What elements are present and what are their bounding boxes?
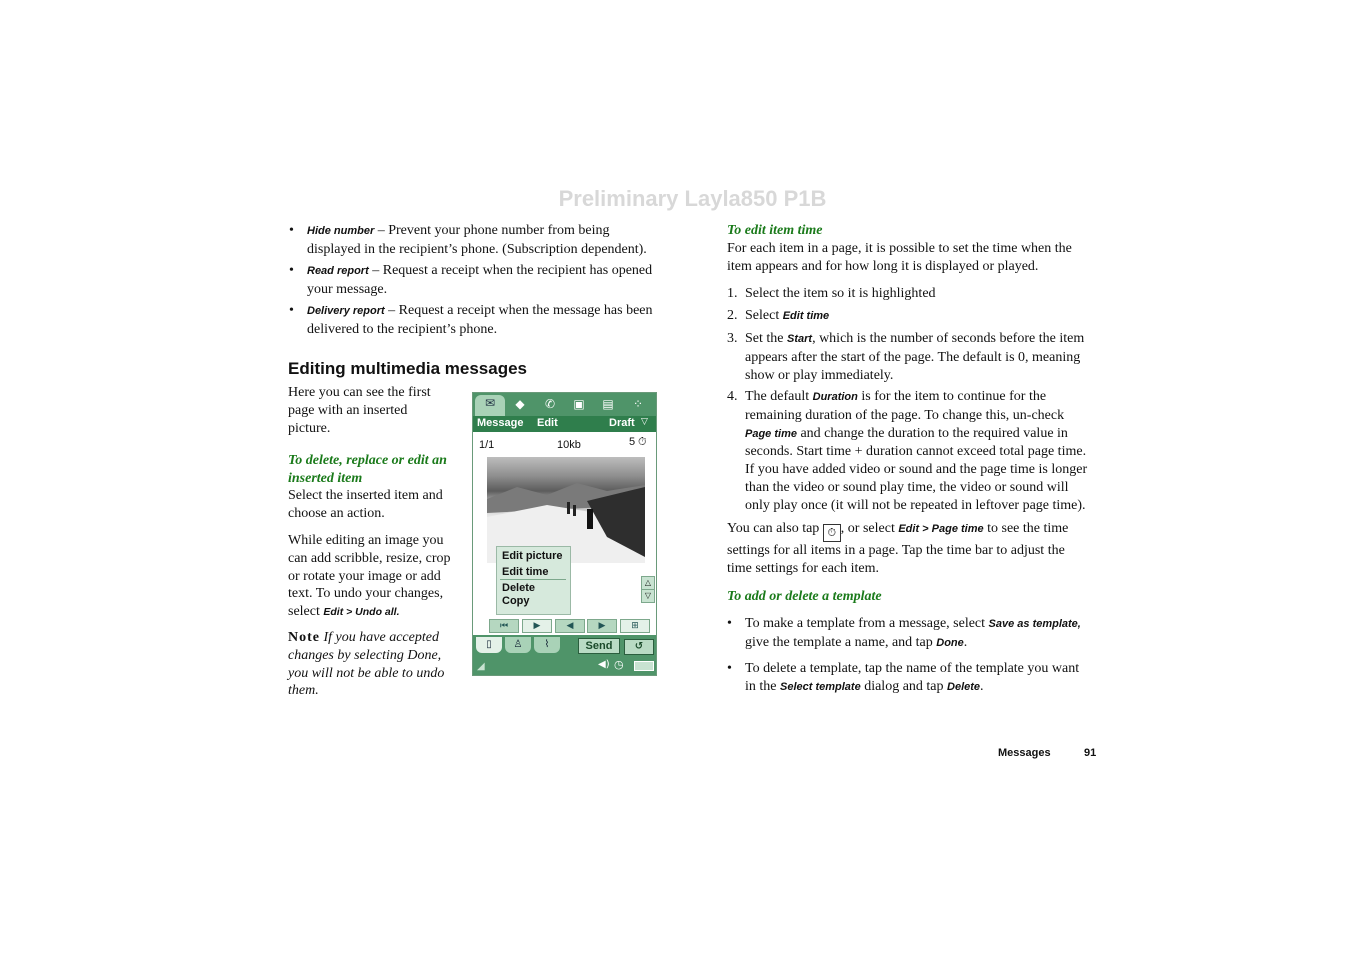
arrow-left-icon[interactable]: ◀	[555, 619, 585, 633]
arrow-right-icon[interactable]: ▶	[587, 619, 617, 633]
menu-delete[interactable]: Delete	[502, 582, 536, 594]
play-icon[interactable]: ▶	[522, 619, 552, 633]
page-time: 5	[629, 436, 636, 448]
menu-edit[interactable]: Edit	[537, 417, 558, 429]
list-item: • To delete a template, tap the name of the template you want in the Select template dialog and tap Delete.	[727, 661, 1080, 694]
menu-divider	[500, 579, 566, 580]
skip-back-icon[interactable]: ⏮	[489, 619, 519, 633]
scroll-up-icon[interactable]: △	[641, 576, 655, 590]
subheading-delete-replace: To delete, replace or edit an inserted item	[288, 453, 447, 486]
attachment-tab-icon[interactable]: ⌇	[534, 637, 560, 653]
app-tab-bar	[473, 393, 656, 416]
subheading-edit-item-time: To edit item time	[727, 223, 823, 238]
phone-screenshot	[472, 392, 657, 676]
subheading-text: Select the inserted item and choose an action.	[288, 488, 443, 521]
edit-time-intro: For each item in a page, it is possible to set the time when the item appears and for how long it is displayed or played.	[727, 241, 1072, 274]
menu-copy[interactable]: Copy	[502, 595, 530, 607]
section-heading: Editing multimedia messages	[288, 359, 528, 378]
contact-tab-icon[interactable]: ♙	[505, 637, 531, 653]
list-item: • Read report – Request a receipt when the recipient has opened your message.	[289, 263, 653, 297]
scroll-down-icon[interactable]: ▽	[641, 589, 655, 603]
list-item: • To make a template from a message, select Save as template, give the template a name, and tap Done.	[727, 616, 1081, 650]
timer-icon[interactable]: ⏱	[638, 435, 647, 448]
phone-icon[interactable]: ✆	[544, 397, 556, 411]
battery-icon	[634, 661, 654, 671]
list-item: 3. Set the Start, which is the number of seconds before the item appears after the start of the page. The default is 0, meaning show or play immediately.	[727, 331, 1085, 383]
menu-edit-picture[interactable]: Edit picture	[502, 550, 563, 562]
timer-icon[interactable]: ⏱	[823, 524, 841, 542]
sms-icon[interactable]: ▤	[602, 397, 614, 411]
eraser-icon[interactable]: ◆	[515, 397, 525, 411]
menu-edit-time[interactable]: Edit time	[502, 566, 549, 578]
subheading-template: To add or delete a template	[727, 589, 882, 604]
steps-list	[727, 285, 1105, 515]
list-item: • Delivery report – Request a receipt when the message has been delivered to the recipient’s phone.	[289, 303, 653, 337]
menu-message[interactable]: Message	[477, 417, 524, 429]
signal-icon: ◢	[477, 661, 485, 672]
bottom-bar	[473, 635, 656, 675]
list-item: 4. The default Duration is for the item to continue for the remaining duration of the page. To change this, un-check Page time and change the duration to the required value in seconds. Start time + duration cannot exceed total page time. If you have added video or sound and the page time is longer than the video or sound play time, the video or sound will only play once (it will not be repeated in leftover page time).	[727, 389, 1088, 513]
edit-paragraph: While editing an image you can add scribble, resize, crop or rotate your image or add text. To undo your changes, select Edit > Undo all.	[288, 533, 451, 620]
tap-paragraph: You can also tap ⏱ , or select Edit > Page time to see the time settings for all items in a page. Tap the time bar to adjust the time settings for each item.	[727, 521, 1069, 576]
page-tab-icon[interactable]: ▯	[476, 637, 502, 653]
page-number: 91	[1084, 747, 1097, 759]
send-button[interactable]: Send	[578, 638, 620, 654]
chevron-down-icon[interactable]: ▽	[641, 417, 648, 427]
option-list	[289, 222, 667, 342]
note-block: Note If you have accepted changes by selecting Done, you will not be able to undo them.	[288, 630, 445, 699]
note-label: Note	[288, 630, 320, 645]
message-size: 10kb	[557, 439, 581, 451]
context-menu	[496, 546, 571, 615]
menu-draft[interactable]: Draft	[609, 417, 635, 429]
calendar-icon[interactable]: ▣	[573, 397, 585, 411]
footer-section: Messages	[998, 747, 1051, 759]
menu-bar	[473, 416, 656, 432]
list-item: 1. Select the item so it is highlighted	[727, 286, 936, 301]
template-list	[727, 615, 1105, 697]
intro-text: Here you can see the first page with an inserted picture.	[288, 385, 431, 436]
watermark: Preliminary Layla850 P1B	[558, 186, 827, 211]
envelope-icon[interactable]: ✉	[475, 395, 505, 416]
clock-icon[interactable]: ◷	[614, 658, 624, 671]
list-item: • Hide number – Prevent your phone number from being displayed in the recipient’s phone. (Subscription dependent).	[289, 223, 647, 257]
apps-icon[interactable]: ⁘	[632, 397, 644, 411]
insert-icon[interactable]: ⊞	[620, 619, 650, 633]
list-item: 2. Select Edit time	[727, 308, 830, 323]
speaker-icon[interactable]: ◀)	[598, 659, 610, 670]
back-icon[interactable]: ↺	[624, 639, 654, 655]
page-counter: 1/1	[479, 439, 495, 451]
